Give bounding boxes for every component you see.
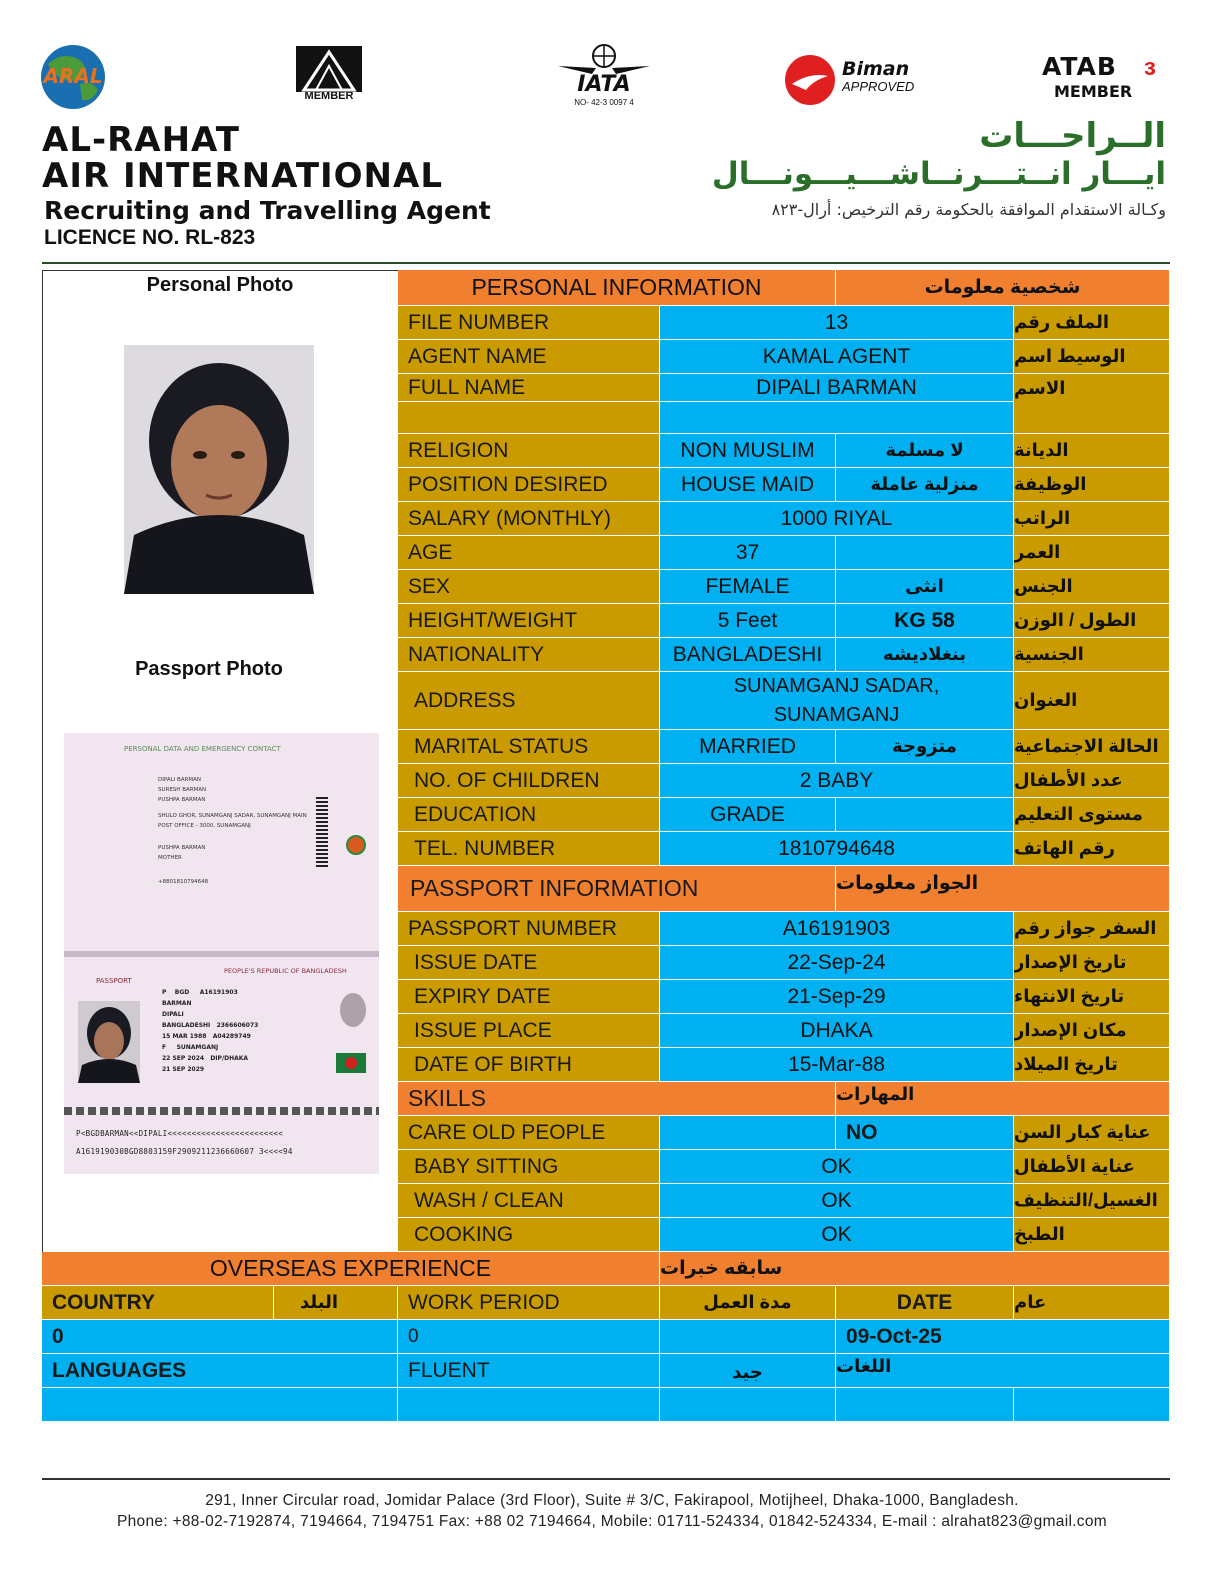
passport-scan-birthplace: SUNAMGANJ [176,1044,219,1051]
field-arabic-tel-number: رقم الهاتف [1014,832,1170,866]
field-value-alt-nationality: بنغلاديشه [836,638,1014,672]
personal-photo-label: Personal Photo [146,274,294,296]
skill-value-care-old-people: NO [836,1116,1014,1150]
personal-photo [124,345,314,594]
field-arabic-address: العنوان [1014,672,1170,730]
overseas-work-period-arabic: مدة العمل [660,1286,836,1320]
field-value-no-of-children: 2 BABY [660,764,1014,798]
company-licence-arabic: وكـالة الاستقدام الموافقة بالحكومة رقم الترخيص: أرال-٨٢٣ [771,200,1166,219]
passport-scan-barcode [316,797,328,867]
field-value-full-name: DIPALI BARMAN [660,374,1014,402]
field-arabic-sex: الجنس [1014,570,1170,604]
passport-scan-prev-no: A04289749 [212,1033,251,1040]
overseas-date-label: DATE [836,1286,1014,1320]
baira-logo [294,46,364,104]
passport-scan-passport-word: PASSPORT [96,977,132,985]
field-arabic-age: العمر [1014,536,1170,570]
passport-scan-authority: DIP/DHAKA [210,1055,249,1062]
company-tagline: Recruiting and Travelling Agent [44,196,491,225]
baira-member-text: MEMBER [304,90,354,102]
field-label-marital-status: MARITAL STATUS [398,730,660,764]
field-label-agent-name: AGENT NAME [398,340,660,374]
passport-scan-biodata [162,987,258,1075]
skill-arabic-care-old-people: عناية كبار السن [1014,1116,1170,1150]
field-value-full-name-blank [660,402,1014,434]
passport-arabic-expiry-date: تاريخ الانتهاء [1014,980,1170,1014]
passport-label-issue-place: ISSUE PLACE [398,1014,660,1048]
iata-logo-text: IATA [577,72,631,97]
field-label-address: ADDRESS [398,672,660,730]
licence-number: LICENCE NO. RL-823 [44,226,256,249]
passport-scan-surname: BARMAN [162,1000,192,1007]
field-value-alt-sex: انثى [836,570,1014,604]
aral-logo [36,44,110,110]
languages-fluent-arabic: جيد [660,1354,836,1388]
passport-scan-small-photo [340,993,366,1027]
iata-logo [556,44,652,108]
field-label-full-name: FULL NAME [398,374,660,402]
passport-scan-relationship: MOTHER [158,855,182,861]
passport-scan-section-title: PERSONAL DATA AND EMERGENCY CONTACT [124,745,281,753]
field-arabic-no-of-children: عدد الأطفال [1014,764,1170,798]
field-value-alt-marital-status: متزوجة [836,730,1014,764]
passport-scan-given: DIPALI [162,1011,184,1018]
passport-value-issue-place: DHAKA [660,1014,1014,1048]
overseas-work-period-value: 0 [398,1320,660,1354]
field-value-alt-position-desired: منزلية عاملة [836,468,1014,502]
overseas-experience-header: OVERSEAS EXPERIENCE [42,1252,660,1286]
skill-arabic-baby-sitting: عناية الأطفال [1014,1150,1170,1184]
skill-arabic-wash-clean: الغسيل/التنظيف [1014,1184,1170,1218]
field-arabic-height-weight: الطول / الوزن [1014,604,1170,638]
aral-logo-text: ARAL [43,64,103,88]
languages-label: LANGUAGES [42,1354,398,1388]
languages-arabic: اللغات [836,1354,1170,1388]
languages-fluent-label: FLUENT [398,1354,660,1388]
passport-value-passport-number: A16191903 [660,912,1014,946]
passport-scan-flag-icon [336,1053,366,1073]
languages-blank-1 [42,1388,398,1422]
languages-blank-5 [1014,1388,1170,1422]
field-label-sex: SEX [398,570,660,604]
skill-arabic-cooking: الطبخ [1014,1218,1170,1252]
field-label-position-desired: POSITION DESIRED [398,468,660,502]
skill-label-wash-clean: WASH / CLEAN [398,1184,660,1218]
field-arabic-salary-monthly: الراتب [1014,502,1170,536]
field-value-file-number: 13 [660,306,1014,340]
skill-label-baby-sitting: BABY SITTING [398,1150,660,1184]
field-arabic-full-name: الاسم [1014,374,1170,434]
field-value-religion: NON MUSLIM [660,434,836,468]
passport-scan-holder-photo [78,1001,140,1083]
address-line-2: SUNAMGANJ [773,703,900,726]
field-value-salary-monthly: 1000 RIYAL [660,502,1014,536]
passport-scan-country-title: PEOPLE'S REPUBLIC OF BANGLADESH [224,967,347,975]
field-value-alt-religion: لا مسلمة [836,434,1014,468]
skills-header-arabic: المهارات [836,1082,1170,1116]
passport-label-issue-date: ISSUE DATE [398,946,660,980]
field-value-nationality: BANGLADESHI [660,638,836,672]
atab-member-text: MEMBER [1054,82,1133,101]
field-value-blank-education [836,798,1014,832]
passport-scan-strip [64,1107,379,1115]
passport-scan-emblem-icon [346,835,366,855]
passport-scan-fold [64,951,379,957]
personal-info-header: PERSONAL INFORMATION [398,270,836,306]
passport-scan-contact-block [158,775,318,887]
address-line-1: SUNAMGANJ SADAR, [733,674,940,697]
biman-logo-text: Biman [842,58,910,80]
passport-scan-name: DIPALI BARMAN [158,777,201,783]
company-name-line2: AIR INTERNATIONAL [42,156,443,196]
overseas-country-label: COUNTRY [42,1286,274,1320]
skill-label-cooking: COOKING [398,1218,660,1252]
skills-header: SKILLS [398,1082,836,1116]
languages-blank-3 [660,1388,836,1422]
field-label-file-number: FILE NUMBER [398,306,660,340]
field-value-blank-age [836,536,1014,570]
passport-scan-number: A16191903 [199,989,238,996]
passport-photo-label: Passport Photo [135,658,283,680]
overseas-country-value: 0 [42,1320,398,1354]
overseas-country-arabic: البلد [274,1286,398,1320]
passport-scan-mrz2: A161919030BGD8803159F2909211236660607 3<<<<94 [76,1147,293,1156]
passport-info-header-arabic: الجواز معلومات [836,866,1170,912]
passport-scan-father: SURESH BARMAN [158,787,207,793]
passport-scan-mrz1: P<BGDBARMAN<<DIPALI<<<<<<<<<<<<<<<<<<<<<<<< [76,1129,284,1138]
field-arabic-religion: الديانة [1014,434,1170,468]
biman-logo [784,54,934,106]
field-value-tel-number: 1810794648 [660,832,1014,866]
field-value-education: GRADE [660,798,836,832]
biman-approved-text: APPROVED [842,79,915,94]
overseas-work-period-label: WORK PERIOD [398,1286,660,1320]
overseas-work-period-blank [660,1320,836,1354]
passport-scan-issue: 22 SEP 2024 [162,1055,205,1062]
passport-scan-dob: 15 MAR 1988 [162,1033,207,1040]
passport-label-expiry-date: EXPIRY DATE [398,980,660,1014]
passport-scan-expiry: 21 SEP 2029 [162,1066,205,1073]
passport-arabic-issue-place: مكان الإصدار [1014,1014,1170,1048]
field-value-marital-status: MARRIED [660,730,836,764]
skill-value-wash-clean: OK [660,1184,1014,1218]
field-label-salary-monthly: SALARY (MONTHLY) [398,502,660,536]
field-arabic-position-desired: الوظيفة [1014,468,1170,502]
passport-scan-mother: PUSHPA BARMAN [158,797,206,803]
field-value-age: 37 [660,536,836,570]
field-label-full-name-blank [398,402,660,434]
footer-address: 291, Inner Circular road, Jomidar Palace (3rd Floor), Suite # 3/C, Fakirapool, Motijheel, Dhaka-1000, Bangladesh. [205,1492,1019,1509]
field-value-sex: FEMALE [660,570,836,604]
field-value-alt-height-weight: 58 KG [836,604,1014,638]
atab-logo [1040,52,1170,102]
overseas-experience-header-arabic: سابقه خبرات [660,1252,1170,1286]
passport-arabic-date-of-birth: تاريخ الميلاد [1014,1048,1170,1082]
field-label-height-weight: HEIGHT/WEIGHT [398,604,660,638]
passport-label-passport-number: PASSPORT NUMBER [398,912,660,946]
company-name-line1: AL-RAHAT [42,120,240,160]
languages-blank-2 [398,1388,660,1422]
field-value-height-weight: 5 Feet [660,604,836,638]
passport-scan-code: BGD [174,989,190,996]
passport-scan-type: P [162,989,167,996]
passport-scan-personal-no: 2366606073 [216,1022,259,1029]
languages-blank-4 [836,1388,1014,1422]
overseas-date-value: 09-Oct-25 [836,1320,1170,1354]
passport-arabic-passport-number: السفر جواز رقم [1014,912,1170,946]
passport-value-date-of-birth: 15-Mar-88 [660,1048,1014,1082]
field-label-education: EDUCATION [398,798,660,832]
footer-divider [42,1478,1170,1480]
passport-arabic-issue-date: تاريخ الإصدار [1014,946,1170,980]
skill-value-baby-sitting: OK [660,1150,1014,1184]
skill-label-care-old-people: CARE OLD PEOPLE [398,1116,660,1150]
header-divider [42,262,1170,264]
passport-value-expiry-date: 21-Sep-29 [660,980,1014,1014]
passport-scan-nationality: BANGLADESHI [162,1022,211,1029]
company-name-arabic-line1: الــراحـــات [979,116,1166,156]
field-arabic-nationality: الجنسية [1014,638,1170,672]
field-value-address [660,672,1014,730]
field-value-agent-name: KAMAL AGENT [660,340,1014,374]
passport-scan [64,733,379,1174]
overseas-date-arabic: عام [1014,1286,1170,1320]
field-label-nationality: NATIONALITY [398,638,660,672]
field-label-religion: RELIGION [398,434,660,468]
passport-value-issue-date: 22-Sep-24 [660,946,1014,980]
field-label-tel-number: TEL. NUMBER [398,832,660,866]
passport-scan-address: SHULO GHOR, SUNAMGANJ SADAR, SUNAMGANJ MAIN POST OFFICE - 3000, SUNAMGANJ [158,813,307,829]
personal-info-header-arabic: شخصية معلومات [836,270,1170,306]
field-arabic-agent-name: الوسيط اسم [1014,340,1170,374]
passport-scan-sex: F [162,1044,167,1051]
field-arabic-file-number: الملف رقم [1014,306,1170,340]
atab-mark-icon: ɜ [1144,54,1156,81]
field-value-position-desired: HOUSE MAID [660,468,836,502]
passport-label-date-of-birth: DATE OF BIRTH [398,1048,660,1082]
field-arabic-marital-status: الحالة الاجتماعية [1014,730,1170,764]
skill-value-blank-care-old-people [660,1116,836,1150]
company-name-arabic-line2: ايـــار انــتـــرنــاشـــيـــونـــال [711,156,1166,192]
passport-info-header: PASSPORT INFORMATION [398,866,836,912]
field-label-no-of-children: NO. OF CHILDREN [398,764,660,798]
footer-contact: Phone: +88-02-7192874, 7194664, 7194751 Fax: +88 02 7194664, Mobile: 01711-524334, 01842-524334, E-mail : alrahat823@gmail.com [117,1513,1107,1530]
passport-scan-phone: +8801810794648 [158,879,209,885]
field-label-age: AGE [398,536,660,570]
iata-number: NO- 42-3 0097 4 [574,98,634,107]
passport-scan-contact: PUSHPA BARMAN [158,845,206,851]
field-arabic-education: مستوى التعليم [1014,798,1170,832]
skill-value-cooking: OK [660,1218,1014,1252]
atab-logo-text: ATAB [1042,52,1117,81]
